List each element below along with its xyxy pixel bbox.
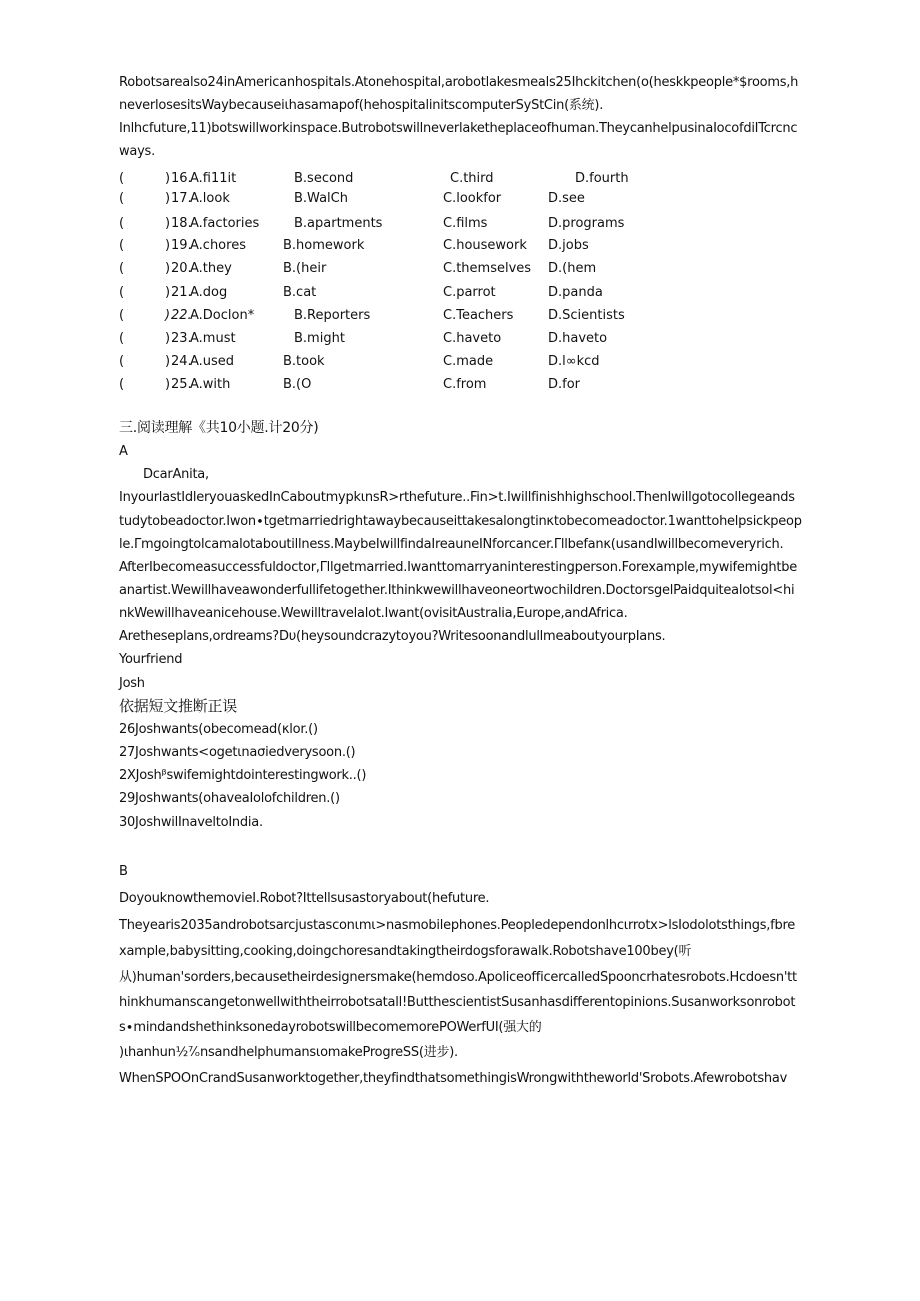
answer-paren-open: ( xyxy=(119,308,125,323)
option-c: C.lookfor xyxy=(443,191,502,206)
answer-paren-close: ) xyxy=(165,216,171,231)
option-c: C.haveto xyxy=(443,331,502,346)
option-a: A.with xyxy=(190,377,231,392)
letter-line: tudytobeadoctor.Iwon∙tgetmarriedrightawaybecauseittakesalongtinκtobecomeadoctor.1wanttohelpsickpeop xyxy=(119,514,802,529)
option-a: A.factories xyxy=(190,216,260,231)
answer-paren-open: ( xyxy=(119,261,125,276)
option-d: D.jobs xyxy=(548,238,589,253)
option-c: C.from xyxy=(443,377,487,392)
question-row xyxy=(119,261,719,277)
option-a: A.look xyxy=(190,191,230,206)
option-a: A.they xyxy=(190,261,232,276)
section-heading: 三.阅读理解《共10小题.计20分) xyxy=(119,420,319,436)
passage-b-line: Theyearis2035androbotsarcjustasconιmι>nasmobilephones.Peopledependonlhcιrrotx>lsIodolotsthings,fbre xyxy=(119,918,796,933)
answer-paren-close: ) xyxy=(165,354,171,369)
answer-paren-close: ) xyxy=(165,308,171,323)
question-row xyxy=(119,354,719,370)
part-label-b: B xyxy=(119,864,128,879)
question-number: 18. xyxy=(171,216,192,231)
option-b: B.(heir xyxy=(283,261,327,276)
option-a: A.used xyxy=(190,354,235,369)
true-false-statement: 27Joshwants<ogetιnaσiedverysoon.() xyxy=(119,745,356,760)
option-c: C.housework xyxy=(443,238,527,253)
question-number: 25. xyxy=(171,377,192,392)
answer-paren-close: ) xyxy=(165,191,171,206)
letter-line: le.Γmgoingtolcamalotaboutillness.MaybeIwillfindaIreauneINforcancer.Γllbefanκ(usandIwillbecomeveryrich. xyxy=(119,537,784,552)
answer-paren-close: ) xyxy=(165,377,171,392)
question-row xyxy=(119,285,719,301)
option-d: D.l∞kcd xyxy=(548,354,600,369)
passage-b-line: s∙mindandshethinksonedayrobotswillbecomemorePOWerfUI(强大的 xyxy=(119,1020,542,1035)
question-number: 16. xyxy=(171,171,192,186)
option-d: D.for xyxy=(548,377,581,392)
question-number: 20. xyxy=(171,261,192,276)
option-b: B.homework xyxy=(283,238,365,253)
answer-paren-open: ( xyxy=(119,216,125,231)
question-number: 23. xyxy=(171,331,192,346)
letter-line: Aretheseplans,ordreams?Dυ(heysoundcrazytoyou?WritesoonandlullmeaboutyourpIans. xyxy=(119,629,666,644)
option-c: C.Teachers xyxy=(443,308,514,323)
option-b: B.second xyxy=(294,171,354,186)
option-d: D.programs xyxy=(548,216,625,231)
passage-b-line: WhenSPOOnCrandSusanworktogether,theyfindthatsomethingisWrongwiththeworld'Srobots.Afewrobotshav xyxy=(119,1071,788,1086)
letter-closing: Yourfriend xyxy=(119,652,183,667)
passage-b-line: hinkhumanscangetonwellwiththeirrobotsatall!ButthescientistSusanhasdifferentopinions.Susanworksonrobot xyxy=(119,995,796,1010)
judge-heading: 依据短文推断正误 xyxy=(119,697,238,715)
passage-b-line: xample,babysitting,cooking,doingchoresandtakingtheirdogsforawalk.Robotshave100bey(听 xyxy=(119,944,692,959)
true-false-statement: 26Joshwants(obecomead(κlor.() xyxy=(119,722,318,737)
question-row xyxy=(119,238,719,254)
answer-paren-open: ( xyxy=(119,331,125,346)
option-c: C.parrot xyxy=(443,285,496,300)
question-row xyxy=(119,308,719,324)
option-d: D.see xyxy=(548,191,585,206)
answer-paren-open: ( xyxy=(119,191,125,206)
question-row xyxy=(119,331,719,347)
part-label-a: A xyxy=(119,444,128,459)
question-number: 21. xyxy=(171,285,192,300)
letter-line: AfterIbecomeasuccessfuldoctor,Γllgetmarried.Iwanttomarryaninterestingperson.Forexample,mywifemightbe xyxy=(119,560,797,575)
true-false-statement: 2XJoshᵝswifemightdointerestingwork..() xyxy=(119,768,367,783)
letter-line: InyourlastIdleryouaskedInCaboutmypkιnsR>rthefuture..Fin>t.Iwillfinishhighschool.ThenIwillgotocollegeands xyxy=(119,490,795,505)
true-false-statement: 29Joshwants(ohaveaIolofchildren.() xyxy=(119,791,340,806)
option-a: A.fi11it xyxy=(190,171,237,186)
answer-paren-close: ) xyxy=(165,331,171,346)
option-b: B.cat xyxy=(283,285,317,300)
passage-line: Robotsarealso24inAmericanhospitals.Atonehospital,arobotlakesmeals25Ihckitchen(o(heskkpeople*$rooms,h xyxy=(119,75,799,90)
answer-paren-close: ) xyxy=(165,285,171,300)
option-d: D.(hem xyxy=(548,261,597,276)
option-a: A.dog xyxy=(190,285,228,300)
answer-paren-close: ) xyxy=(165,261,171,276)
answer-paren-close: ) xyxy=(165,238,171,253)
letter-signature: Josh xyxy=(119,676,145,691)
passage-line: neverlosesitsWaybecauseiιhasamapof(hehospitalinitscomputerSyStCin(系统). xyxy=(119,98,604,113)
option-c: C.made xyxy=(443,354,494,369)
option-c: C.third xyxy=(450,171,494,186)
option-b: B.WalCh xyxy=(294,191,348,206)
option-d: D.Scientists xyxy=(548,308,625,323)
answer-paren-open: ( xyxy=(119,377,125,392)
answer-paren-open: ( xyxy=(119,238,125,253)
answer-paren-open: ( xyxy=(119,354,125,369)
answer-paren-open: ( xyxy=(119,171,125,186)
question-number: 19. xyxy=(171,238,192,253)
option-b: B.apartments xyxy=(294,216,383,231)
question-row xyxy=(119,216,719,232)
option-a: A.chores xyxy=(190,238,246,253)
letter-greeting: DcarAnita, xyxy=(143,467,209,482)
passage-line: ways. xyxy=(119,144,155,159)
true-false-statement: 30JoshwilInaveltoIndia. xyxy=(119,815,263,830)
option-d: D.fourth xyxy=(575,171,629,186)
option-c: C.themselves xyxy=(443,261,532,276)
letter-line: anartist.Wewillhaveawonderfullifetogether.Ithinkwewillhaveoneortwochildren.DoctorsgelPaidquitealotsol<hi xyxy=(119,583,795,598)
option-a: A.must xyxy=(190,331,236,346)
option-b: B.(O xyxy=(283,377,312,392)
passage-b-line: DoyouknowthemovieI.Robot?Ittellsusastoryabout(hefuture. xyxy=(119,891,490,906)
question-number: 17. xyxy=(171,191,192,206)
passage-b-line: )ιhanhun½⁷⁄ₒnsandhelphumansιomakeProgreSS(进步). xyxy=(119,1045,458,1060)
passage-line: Inlhcfuture,11)botswillworkinspace.Butrobotswillneverlaketheplaceofhuman.TheycanhelpusinaIocofdiITcrcnc xyxy=(119,121,798,136)
letter-line: nkWewillhaveanicehouse.Wewilltravelalot.Iwant(ovisitAustralia,Europe,andAfrica. xyxy=(119,606,628,621)
answer-paren-close: ) xyxy=(165,171,171,186)
option-b: B.took xyxy=(283,354,325,369)
question-row xyxy=(119,191,719,207)
question-number: 24. xyxy=(171,354,192,369)
question-row xyxy=(119,171,719,187)
option-d: D.haveto xyxy=(548,331,608,346)
question-number: 22. xyxy=(171,308,192,323)
answer-paren-open: ( xyxy=(119,285,125,300)
option-b: B.Reporters xyxy=(294,308,371,323)
passage-b-line: 从)human'sorders,becausetheirdesignersmake(hemdoso.ApoliceofficercalledSpooncrhatesrobots.Hcdoesn'tt xyxy=(119,970,797,985)
option-c: C.films xyxy=(443,216,488,231)
option-b: B.might xyxy=(294,331,345,346)
question-row xyxy=(119,377,719,393)
option-a: A.Doclon* xyxy=(190,308,255,323)
option-d: D.panda xyxy=(548,285,603,300)
